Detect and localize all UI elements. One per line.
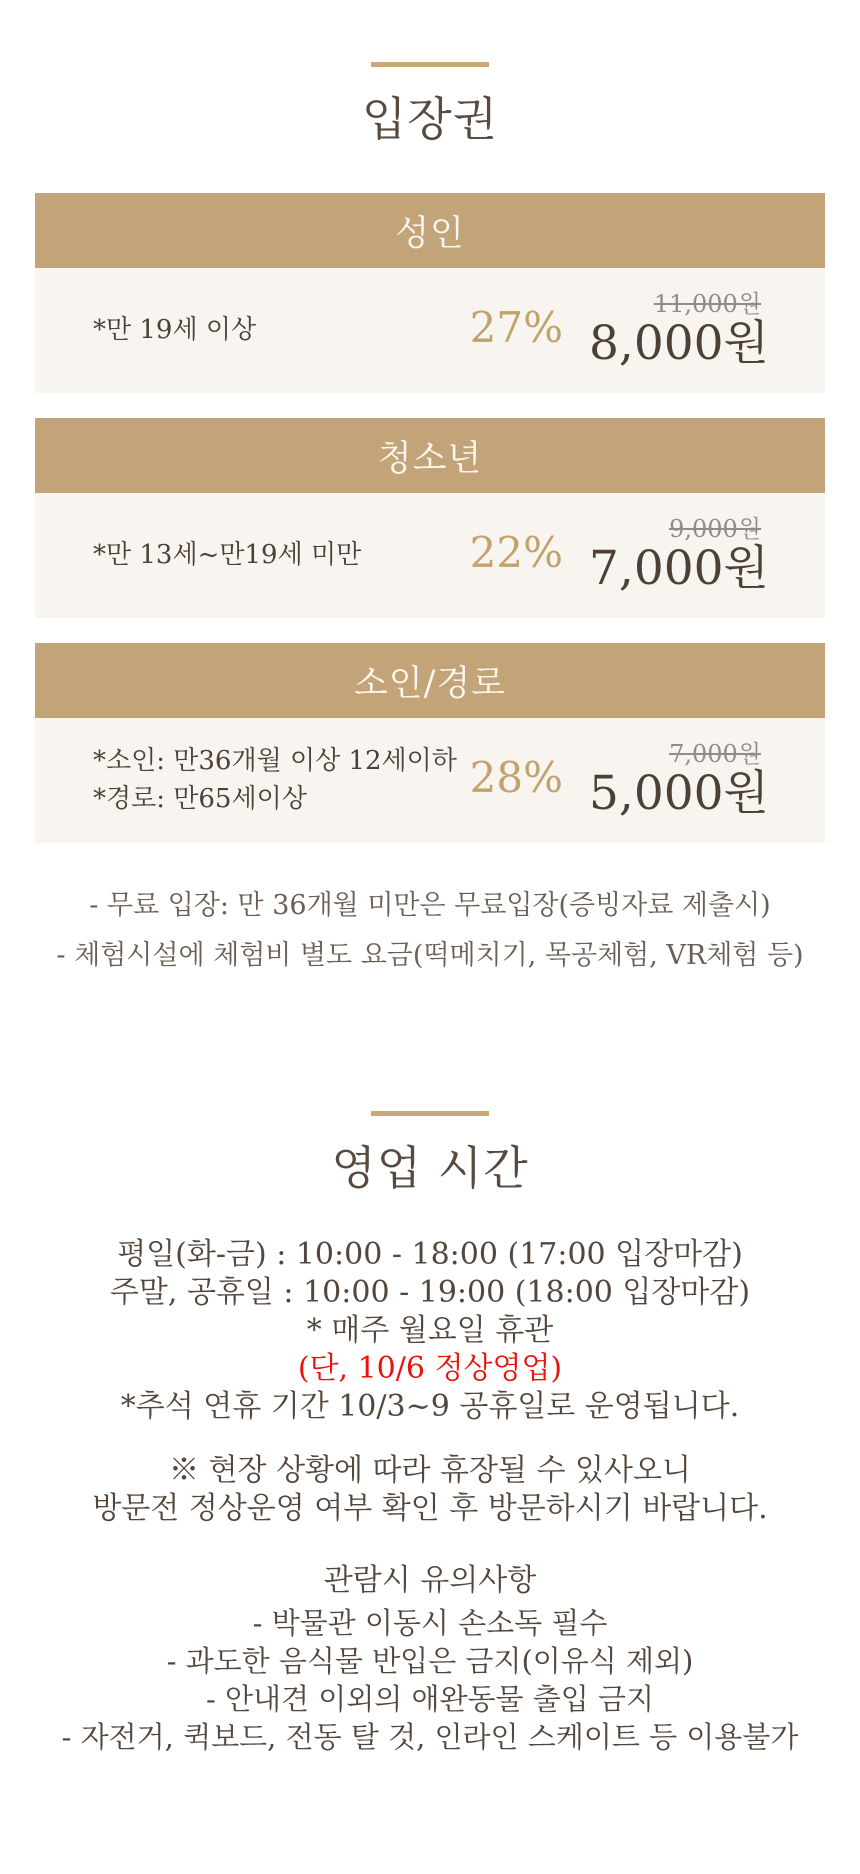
notice-item: - 안내견 이외의 애완동물 출입 금지 bbox=[205, 1681, 655, 1716]
card-header-child-senior: 소인/경로 bbox=[35, 643, 825, 718]
card-condition bbox=[35, 312, 470, 350]
hours-line-holiday: *추석 연휴 기간 10/3~9 공휴일로 운영됩니다. bbox=[120, 1388, 740, 1424]
card-body-youth bbox=[35, 493, 825, 618]
caution-line: ※ 현장 상황에 따라 휴장될 수 있사오니 bbox=[169, 1452, 691, 1488]
discount-percent: 28% bbox=[469, 753, 563, 802]
card-body-child-senior bbox=[35, 718, 825, 843]
ticket-notes bbox=[0, 881, 860, 981]
ticket-note: - 체험시설에 체험비 별도 요금(떡메치기, 목공체험, VR체험 등) bbox=[56, 939, 804, 971]
hours-line-weekday: 평일(화-금) : 10:00 - 18:00 (17:00 입장마감) bbox=[117, 1236, 743, 1272]
tickets-section-head bbox=[0, 62, 860, 149]
hours-line-closed: * 매주 월요일 휴관 bbox=[306, 1312, 554, 1348]
ticket-card-youth bbox=[35, 418, 825, 618]
ticket-note: - 무료 입장: 만 36개월 미만은 무료입장(증빙자료 제출시) bbox=[89, 890, 771, 921]
hours-section bbox=[0, 1111, 860, 1756]
condition-line: *만 13세~만19세 미만 bbox=[93, 539, 362, 570]
caution-line: 방문전 정상운영 여부 확인 후 방문하시기 바랍니다. bbox=[92, 1490, 768, 1526]
discount-percent: 22% bbox=[469, 528, 563, 577]
notice-title: 관람시 유의사항 bbox=[323, 1562, 537, 1598]
original-price: 11,000원 bbox=[653, 290, 761, 319]
discounted-price: 8,000원 bbox=[589, 315, 769, 371]
card-condition bbox=[35, 743, 470, 818]
original-price: 7,000원 bbox=[669, 740, 761, 769]
price-block bbox=[589, 740, 769, 821]
decorative-line bbox=[371, 1111, 489, 1116]
ticket-card-child-senior bbox=[35, 643, 825, 843]
ticket-cards bbox=[35, 193, 825, 843]
condition-line: *만 19세 이상 bbox=[93, 314, 257, 345]
hours-line-special-open: (단, 10/6 정상영업) bbox=[297, 1350, 563, 1386]
notice-block bbox=[0, 1562, 860, 1756]
hours-block bbox=[0, 1236, 860, 1426]
notice-item: - 박물관 이동시 손소독 필수 bbox=[252, 1605, 608, 1640]
hours-line-weekend: 주말, 공휴일 : 10:00 - 19:00 (18:00 입장마감) bbox=[109, 1274, 751, 1310]
discounted-price: 5,000원 bbox=[589, 765, 769, 821]
card-header-adult: 성인 bbox=[35, 193, 825, 268]
card-condition bbox=[35, 537, 470, 575]
tickets-title: 입장권 bbox=[361, 92, 499, 146]
discounted-price: 7,000원 bbox=[589, 540, 769, 596]
original-price: 9,000원 bbox=[669, 515, 761, 544]
card-header-youth: 청소년 bbox=[35, 418, 825, 493]
price-block bbox=[589, 290, 769, 371]
notice-item: - 과도한 음식물 반입은 금지(이유식 제외) bbox=[166, 1643, 694, 1678]
price-block bbox=[589, 515, 769, 596]
hours-title: 영업 시간 bbox=[331, 1140, 529, 1195]
notice-item: - 자전거, 퀵보드, 전동 탈 것, 인라인 스케이트 등 이용불가 bbox=[61, 1719, 799, 1754]
decorative-line bbox=[371, 62, 489, 67]
condition-line: *경로: 만65세이상 bbox=[93, 783, 307, 814]
condition-line: *소인: 만36개월 이상 12세이하 bbox=[93, 745, 457, 776]
card-body-adult bbox=[35, 268, 825, 393]
caution-block bbox=[0, 1452, 860, 1528]
ticket-card-adult bbox=[35, 193, 825, 393]
discount-percent: 27% bbox=[469, 303, 563, 352]
hours-section-head bbox=[0, 1111, 860, 1198]
